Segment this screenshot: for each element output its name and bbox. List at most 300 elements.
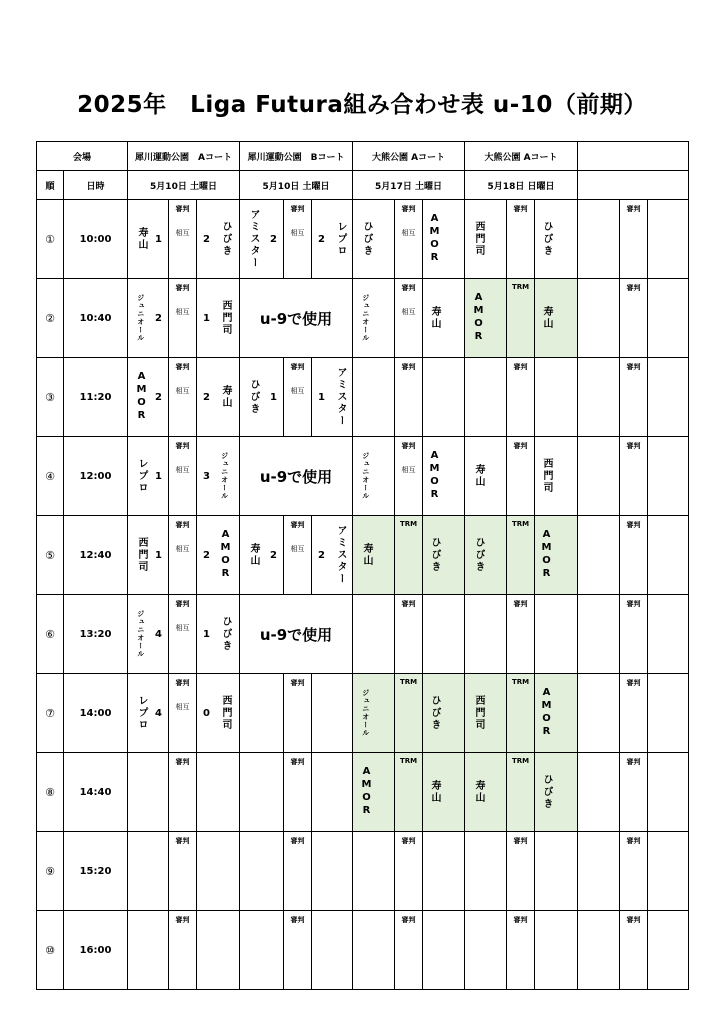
referee-cell [169,279,197,358]
home-team-cell [465,516,507,595]
referee-label: 審判 [626,521,641,529]
slot-number: ⑤ [37,516,64,595]
empty-cell [578,674,620,753]
referee-cell [620,832,648,911]
match-row [37,595,689,674]
mutual-label: 相互 [401,229,416,237]
empty-cell [578,279,620,358]
order-label: 順 [37,171,64,200]
away-team-cell [312,753,353,832]
home-team-cell [465,358,507,437]
referee-cell [507,595,535,674]
away-team-cell [423,358,465,437]
empty-cell [578,437,620,516]
home-team-cell [128,279,169,358]
u9-usage-note: u-9で使用 [240,595,353,674]
home-team: 寿山 [473,464,485,488]
home-team: AMOR [473,292,485,344]
home-team: ひびき [473,537,485,573]
home-team: 寿山 [361,543,373,567]
mutual-label: 相互 [290,229,305,237]
home-team: レプロ [136,458,148,494]
referee-cell [169,753,197,832]
home-team-cell [465,279,507,358]
referee-cell [507,674,535,753]
home-team-cell [128,358,169,437]
home-team-cell [240,516,284,595]
referee-cell [395,358,423,437]
time-label: 日時 [64,171,128,200]
empty-cell [648,911,689,990]
mutual-label: 相互 [290,545,305,553]
referee-label: 審判 [513,600,528,608]
away-team: 寿山 [429,780,441,804]
mutual-label: 相互 [401,466,416,474]
referee-label: 審判 [626,679,641,687]
referee-label: 審判 [290,363,305,371]
mutual-label: 相互 [175,308,190,316]
empty-cell [648,674,689,753]
home-team: ジュニオール [361,294,370,342]
referee-cell [169,437,197,516]
referee-cell [620,279,648,358]
home-team: ジュニオール [136,610,145,658]
empty-cell [648,595,689,674]
home-team-cell [465,832,507,911]
referee-label: 審判 [175,837,190,845]
slot-number: ⑥ [37,595,64,674]
home-team-cell [240,753,284,832]
referee-cell [169,595,197,674]
away-team-cell [423,674,465,753]
away-team-cell [535,674,578,753]
away-team-cell [423,911,465,990]
home-team-cell [128,674,169,753]
referee-cell [169,200,197,279]
away-team-cell [312,911,353,990]
mutual-label: 相互 [175,466,190,474]
match-row [37,674,689,753]
empty-cell [648,516,689,595]
empty-cell [578,753,620,832]
referee-label: 審判 [175,205,190,213]
home-team: 寿山 [473,780,485,804]
slot-time: 12:40 [64,516,128,595]
page-title: 2025年 Liga Futura組み合わせ表 u-10（前期） [77,92,647,118]
referee-label: 審判 [626,363,641,371]
home-team: 西門司 [473,221,485,257]
referee-cell [507,753,535,832]
empty-cell [648,358,689,437]
home-team: アミスター [248,209,260,269]
referee-cell [507,516,535,595]
away-team-cell [423,516,465,595]
empty-cell [578,832,620,911]
referee-label: TRM [511,283,530,291]
referee-label: 審判 [626,837,641,845]
referee-label: TRM [511,757,530,765]
away-team-cell [197,200,240,279]
away-team: 寿山 [429,306,441,330]
slot-number: ⑩ [37,911,64,990]
score: 2 [270,233,278,245]
referee-cell [507,437,535,516]
referee-label: 審判 [175,600,190,608]
home-team: AMOR [136,371,148,423]
score: 1 [270,391,278,403]
away-team-cell [535,595,578,674]
away-team: AMOR [219,529,231,581]
referee-label: 審判 [513,916,528,924]
referee-cell [507,832,535,911]
away-team-cell [535,358,578,437]
referee-cell [395,911,423,990]
away-team: ひびき [541,774,553,810]
u9-usage-note: u-9で使用 [240,437,353,516]
referee-cell [620,911,648,990]
empty-cell [578,358,620,437]
venue-3: 大熊公園 Aコート [353,142,465,171]
venue-2: 犀川運動公園 Bコート [240,142,353,171]
u9-usage-note: u-9で使用 [240,279,353,358]
referee-cell [395,279,423,358]
home-team-cell [128,753,169,832]
away-team-cell [197,516,240,595]
home-team: ひびき [248,379,260,415]
mutual-label: 相互 [175,703,190,711]
referee-label: 審判 [401,363,416,371]
away-team: ひびき [429,695,441,731]
away-team: ひびき [219,616,231,652]
referee-label: 審判 [401,916,416,924]
away-team-cell [197,674,240,753]
away-team-cell [535,911,578,990]
referee-label: 審判 [175,442,190,450]
referee-label: 審判 [175,521,190,529]
away-team-cell [197,832,240,911]
score: 1 [203,312,210,324]
home-team-cell [353,279,395,358]
away-team: 西門司 [219,695,231,731]
empty-cell [648,753,689,832]
referee-label: 審判 [513,363,528,371]
referee-label: TRM [399,678,418,686]
away-team: アミスター [334,525,346,585]
away-team: ひびき [541,221,553,257]
referee-cell [169,911,197,990]
home-team-cell [240,358,284,437]
slot-number: ④ [37,437,64,516]
match-row [37,200,689,279]
home-team-cell [353,516,395,595]
referee-label: 審判 [401,205,416,213]
home-team: ジュニオール [361,452,370,500]
away-team-cell [197,358,240,437]
referee-label: 審判 [290,758,305,766]
referee-cell [284,832,312,911]
home-team-cell [465,595,507,674]
empty-cell [648,279,689,358]
venue-1: 犀川運動公園 Aコート [128,142,240,171]
away-team: AMOR [429,213,441,265]
score: 2 [203,391,210,403]
home-team-cell [128,911,169,990]
slot-time: 14:00 [64,674,128,753]
away-team-cell [423,437,465,516]
score: 2 [203,549,210,561]
referee-cell [395,200,423,279]
away-team: 寿山 [541,306,553,330]
referee-label: 審判 [175,363,190,371]
match-row [37,437,689,516]
home-team: レプロ [136,695,148,731]
match-row [37,279,689,358]
slot-time: 12:00 [64,437,128,516]
empty-cell [578,200,620,279]
empty-cell [648,200,689,279]
away-team-cell [312,200,353,279]
score: 2 [155,391,163,403]
score: 4 [155,628,163,640]
referee-cell [507,911,535,990]
referee-cell [169,832,197,911]
away-team-cell [312,358,353,437]
slot-number: ⑦ [37,674,64,753]
referee-label: 審判 [290,916,305,924]
home-team-cell [465,674,507,753]
score: 1 [318,391,325,403]
away-team: ひびき [429,537,441,573]
mutual-label: 相互 [401,308,416,316]
date-4: 5月18日 日曜日 [465,171,578,200]
referee-label: TRM [399,757,418,765]
home-team-cell [128,595,169,674]
referee-label: 審判 [175,916,190,924]
referee-label: 審判 [626,442,641,450]
match-row [37,516,689,595]
home-team-cell [240,674,284,753]
away-team-cell [423,832,465,911]
score: 2 [155,312,163,324]
score: 1 [203,628,210,640]
away-team: AMOR [541,687,553,739]
venue-4: 大熊公園 Aコート [465,142,578,171]
slot-number: ⑧ [37,753,64,832]
referee-cell [395,595,423,674]
slot-number: ⑨ [37,832,64,911]
referee-cell [620,516,648,595]
home-team-cell [353,200,395,279]
empty-cell [578,911,620,990]
away-team-cell [535,832,578,911]
referee-label: 審判 [626,600,641,608]
home-team-cell [128,832,169,911]
match-row [37,832,689,911]
empty-cell [648,437,689,516]
home-team-cell [353,437,395,516]
referee-label: 審判 [626,284,641,292]
home-team-cell [353,753,395,832]
referee-label: TRM [511,678,530,686]
venue-label: 会場 [37,142,128,171]
slot-number: ③ [37,358,64,437]
date-5 [578,171,689,200]
empty-cell [578,516,620,595]
match-row [37,753,689,832]
home-team: ジュニオール [361,689,370,737]
away-team: AMOR [429,450,441,502]
referee-cell [395,753,423,832]
home-team-cell [353,911,395,990]
date-header-row [37,171,689,200]
away-team-cell [535,279,578,358]
referee-label: 審判 [290,521,305,529]
home-team-cell [465,437,507,516]
mutual-label: 相互 [290,387,305,395]
referee-cell [620,200,648,279]
away-team-cell [312,516,353,595]
away-team: 寿山 [219,385,231,409]
slot-time: 14:40 [64,753,128,832]
slot-time: 16:00 [64,911,128,990]
slot-number: ② [37,279,64,358]
score: 1 [155,470,163,482]
home-team-cell [240,832,284,911]
away-team-cell [423,279,465,358]
home-team-cell [465,200,507,279]
home-team: ひびき [361,221,373,257]
referee-cell [395,674,423,753]
away-team-cell [423,200,465,279]
home-team-cell [465,753,507,832]
referee-cell [284,358,312,437]
referee-cell [169,358,197,437]
mutual-label: 相互 [175,545,190,553]
away-team-cell [312,674,353,753]
mutual-label: 相互 [175,229,190,237]
venue-header-row [37,142,689,171]
score: 1 [155,233,163,245]
home-team-cell [240,200,284,279]
away-team: ジュニオール [220,452,229,500]
referee-cell [620,358,648,437]
away-team: 西門司 [219,300,231,336]
referee-cell [284,516,312,595]
referee-cell [169,516,197,595]
referee-cell [620,674,648,753]
away-team-cell [197,437,240,516]
home-team-cell [128,516,169,595]
referee-cell [507,358,535,437]
mutual-label: 相互 [175,624,190,632]
away-team-cell [535,437,578,516]
slot-time: 15:20 [64,832,128,911]
referee-label: TRM [511,520,530,528]
referee-cell [507,200,535,279]
referee-label: 審判 [401,837,416,845]
score: 1 [155,549,163,561]
referee-label: 審判 [626,916,641,924]
home-team-cell [353,674,395,753]
referee-cell [620,753,648,832]
home-team: 西門司 [136,537,148,573]
empty-cell [578,595,620,674]
away-team-cell [197,753,240,832]
venue-5 [578,142,689,171]
schedule-body [37,200,689,990]
away-team-cell [423,753,465,832]
referee-cell [395,832,423,911]
slot-time: 10:00 [64,200,128,279]
referee-label: 審判 [401,284,416,292]
away-team-cell [197,911,240,990]
empty-cell [648,832,689,911]
home-team: ジュニオール [136,294,145,342]
referee-label: 審判 [401,600,416,608]
referee-label: 審判 [513,205,528,213]
slot-number: ① [37,200,64,279]
referee-label: 審判 [513,837,528,845]
referee-cell [284,911,312,990]
home-team: AMOR [361,766,373,818]
home-team-cell [353,358,395,437]
away-team-cell [197,595,240,674]
away-team: 西門司 [541,458,553,494]
referee-label: 審判 [626,205,641,213]
score: 4 [155,707,163,719]
away-team-cell [535,753,578,832]
date-2: 5月10日 土曜日 [240,171,353,200]
date-1: 5月10日 土曜日 [128,171,240,200]
score: 2 [270,549,278,561]
referee-label: 審判 [175,679,190,687]
referee-label: 審判 [175,284,190,292]
referee-label: 審判 [513,442,528,450]
referee-cell [507,279,535,358]
away-team-cell [312,832,353,911]
score: 2 [318,549,325,561]
away-team-cell [197,279,240,358]
away-team: レプロ [334,221,346,257]
away-team: アミスター [334,367,346,427]
referee-cell [284,674,312,753]
referee-label: 審判 [290,205,305,213]
score: 2 [203,233,210,245]
referee-cell [284,200,312,279]
score: 3 [203,470,210,482]
referee-label: TRM [399,520,418,528]
schedule-table [36,141,689,990]
match-row [37,911,689,990]
away-team: ひびき [219,221,231,257]
referee-cell [395,516,423,595]
referee-label: 審判 [175,758,190,766]
referee-cell [620,437,648,516]
home-team: 寿山 [248,543,260,567]
score: 0 [203,707,210,719]
referee-label: 審判 [626,758,641,766]
match-row [37,358,689,437]
home-team-cell [465,911,507,990]
away-team: AMOR [541,529,553,581]
home-team: 寿山 [136,227,148,251]
home-team-cell [353,595,395,674]
mutual-label: 相互 [175,387,190,395]
referee-cell [169,674,197,753]
date-3: 5月17日 土曜日 [353,171,465,200]
home-team-cell [240,911,284,990]
away-team-cell [423,595,465,674]
